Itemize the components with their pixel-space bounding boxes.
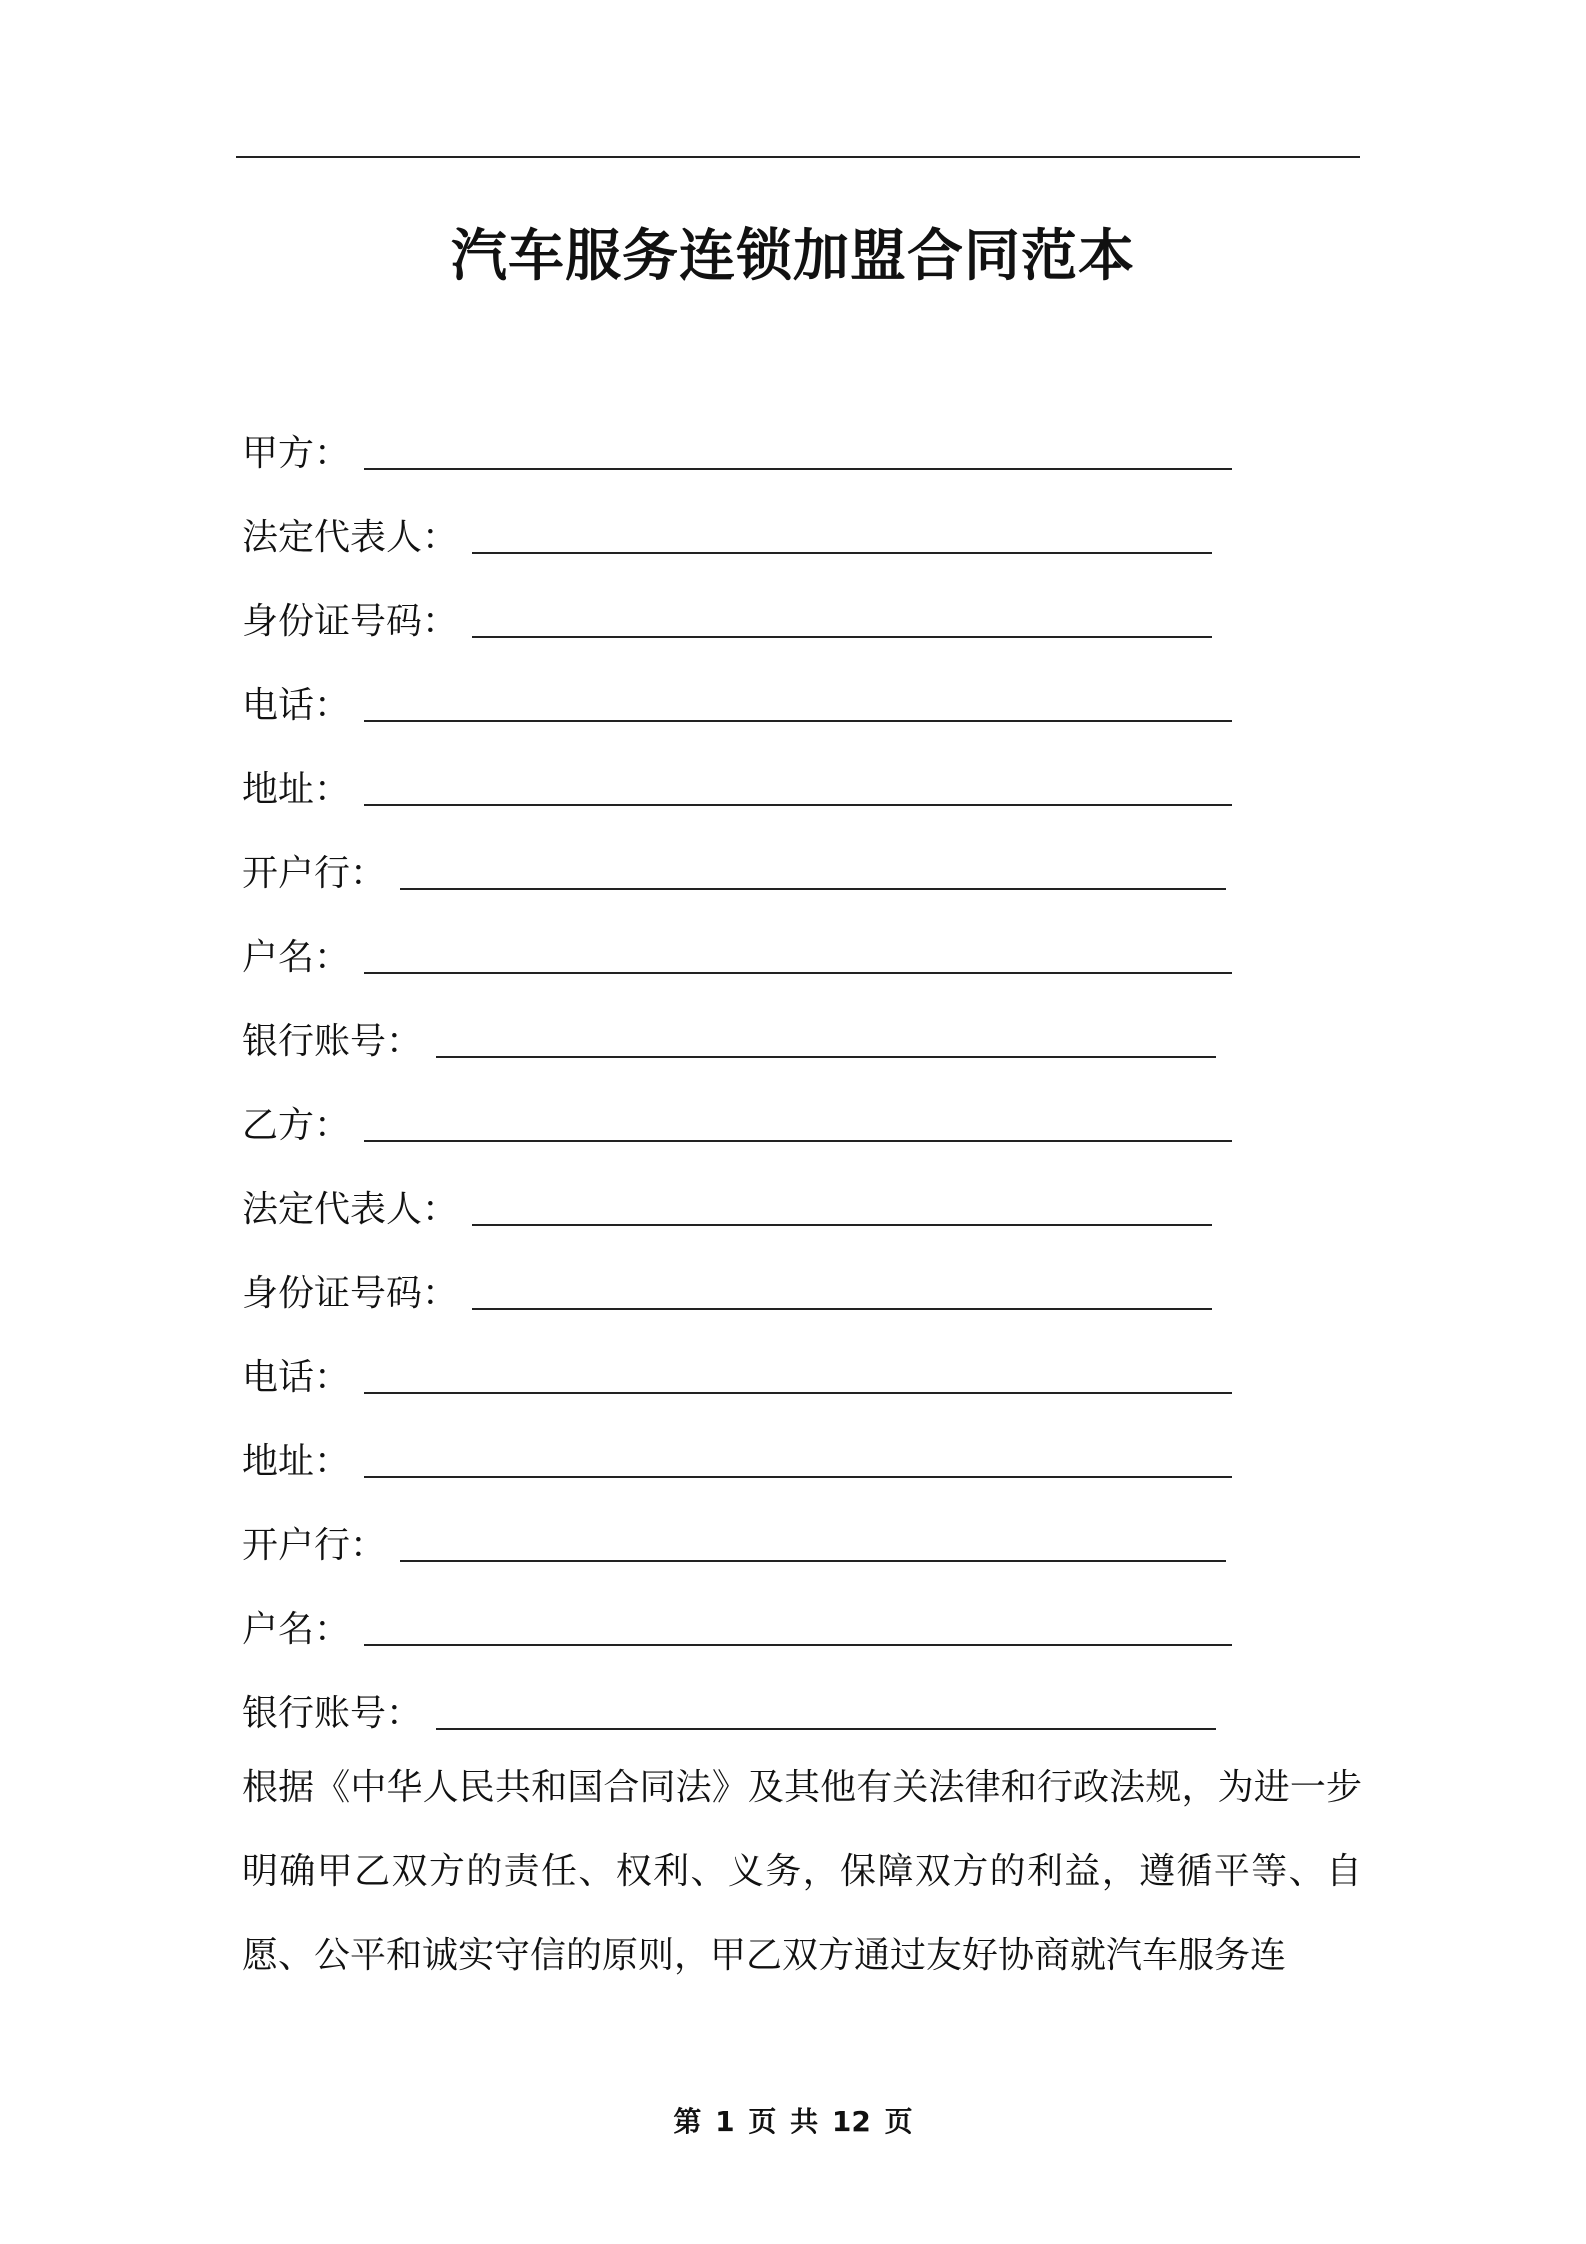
party-b-address-blank: [364, 1476, 1232, 1478]
party-a-address-label: 地址：: [242, 769, 351, 810]
party-b-address-label: 地址：: [242, 1441, 351, 1482]
party-a-account-number-blank: [436, 1056, 1216, 1058]
party-b-bank-label: 开户行：: [242, 1525, 387, 1566]
party-a-id-field: [242, 584, 1212, 644]
page-number-footer: 第 1 页 共 12 页: [673, 2105, 913, 2138]
party-b-field: [242, 1088, 1232, 1148]
party-b-id-blank: [472, 1308, 1212, 1310]
party-b-account-number-field: [242, 1676, 1216, 1736]
party-a-account-number-field: [242, 1004, 1216, 1064]
document-title: 汽车服务连锁加盟合同范本: [451, 224, 1135, 289]
party-a-bank-label: 开户行：: [242, 853, 387, 894]
party-a-bank-blank: [400, 888, 1226, 890]
party-a-legal-rep-blank: [472, 552, 1212, 554]
party-a-account-number-label: 银行账号：: [242, 1021, 423, 1062]
party-b-account-number-label: 银行账号：: [242, 1693, 423, 1734]
party-b-phone-label: 电话：: [242, 1357, 351, 1398]
party-b-blank: [364, 1140, 1232, 1142]
party-a-account-name-blank: [364, 972, 1232, 974]
party-a-id-label: 身份证号码：: [242, 601, 459, 642]
party-a-legal-rep-label: 法定代表人：: [242, 517, 459, 558]
party-a-field: [242, 416, 1232, 476]
party-b-legal-rep-label: 法定代表人：: [242, 1189, 459, 1230]
party-b-account-name-field: [242, 1592, 1232, 1652]
party-a-legal-rep-field: [242, 500, 1212, 560]
party-b-bank-field: [242, 1508, 1226, 1568]
party-a-phone-field: [242, 668, 1232, 728]
party-a-phone-blank: [364, 720, 1232, 722]
party-b-label: 乙方：: [242, 1105, 351, 1146]
party-b-address-field: [242, 1424, 1232, 1484]
party-b-bank-blank: [400, 1560, 1226, 1562]
party-b-account-name-blank: [364, 1644, 1232, 1646]
party-a-account-name-field: [242, 920, 1232, 980]
party-a-blank: [364, 468, 1232, 470]
party-a-label: 甲方：: [242, 433, 351, 474]
party-b-account-number-blank: [436, 1728, 1216, 1730]
party-a-bank-field: [242, 836, 1226, 896]
party-b-phone-blank: [364, 1392, 1232, 1394]
party-a-account-name-label: 户名：: [242, 937, 351, 978]
header-rule: [236, 156, 1360, 158]
party-b-account-name-label: 户名：: [242, 1609, 351, 1650]
party-a-phone-label: 电话：: [242, 685, 351, 726]
party-b-id-label: 身份证号码：: [242, 1273, 459, 1314]
party-a-address-field: [242, 752, 1232, 812]
party-a-id-blank: [472, 636, 1212, 638]
party-a-address-blank: [364, 804, 1232, 806]
party-b-legal-rep-field: [242, 1172, 1212, 1232]
party-b-phone-field: [242, 1340, 1232, 1400]
party-b-id-field: [242, 1256, 1212, 1316]
intro-paragraph: 根据《中华人民共和国合同法》及其他有关法律和行政法规，为进一步明确甲乙双方的责任、权利、义务，保障双方的利益，遵循平等、自愿、公平和诚实守信的原则，甲乙双方通过友好协商就汽车服务连: [242, 1767, 1362, 1976]
party-b-legal-rep-blank: [472, 1224, 1212, 1226]
